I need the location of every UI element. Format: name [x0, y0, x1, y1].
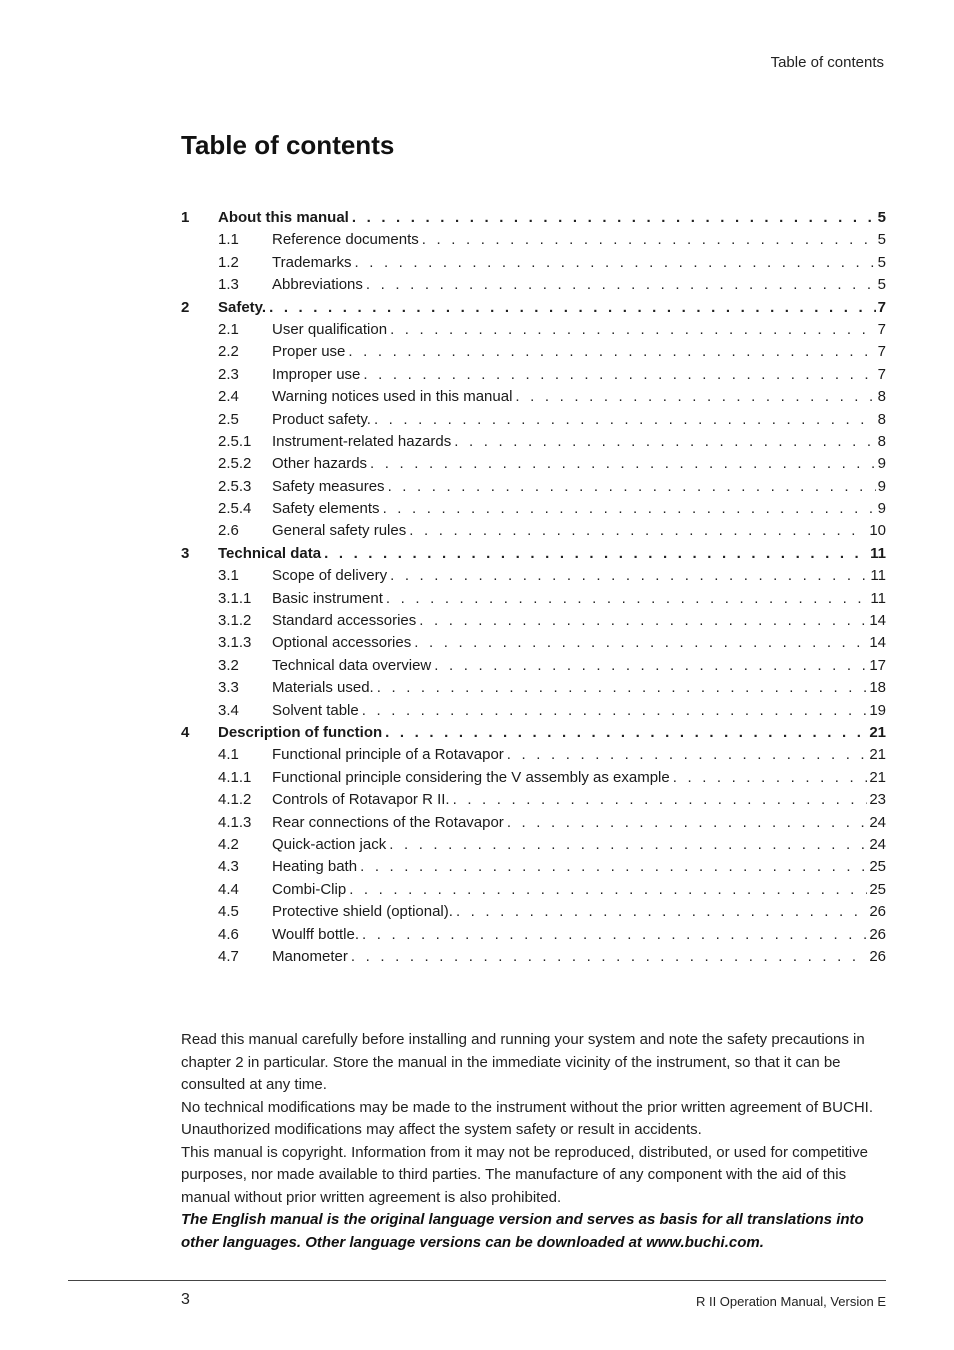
toc-entry-page: 24 [869, 813, 886, 831]
toc-entry-title: Materials used. [272, 679, 374, 697]
toc-entry-title: Safety measures [272, 477, 385, 495]
toc-entry-page: 18 [869, 679, 886, 697]
toc-dot-leader [450, 789, 868, 811]
toc-entry-page: 7 [877, 365, 886, 383]
toc-dot-leader [359, 924, 867, 946]
toc-entry-title: Optional accessories [272, 634, 412, 652]
toc-entry-title: Warning notices used in this manual [272, 388, 513, 406]
toc-entry-number: 2.5 [218, 410, 239, 428]
toc-dot-leader [374, 677, 868, 699]
toc-entry-page: 5 [877, 276, 886, 294]
toc-dot-leader [367, 453, 876, 475]
toc-entry [181, 946, 886, 968]
toc-entry-number: 2.2 [218, 343, 239, 361]
toc-entry [181, 341, 886, 363]
toc-entry-title: Scope of delivery [272, 567, 388, 585]
toc-entry-title: Trademarks [272, 253, 352, 271]
toc-entry-number: 3 [181, 544, 190, 562]
toc-entry-page: 9 [877, 500, 886, 518]
toc-entry [181, 498, 886, 520]
toc-entry [181, 632, 886, 654]
intro-paragraph: No technical modifications may be made to the instrument without the prior written agreement of BUCHI. Unauthorized modifications may affect the system safety or result in accidents. [181, 1098, 873, 1138]
toc-entry [181, 924, 886, 946]
toc-entry-number: 2.3 [218, 365, 239, 383]
toc-entry [181, 431, 886, 453]
toc-entry-number: 3.1.3 [218, 634, 252, 652]
toc-dot-leader [453, 901, 867, 923]
toc-entry-title: Reference documents [272, 231, 419, 249]
toc-entry-number: 4.2 [218, 835, 239, 853]
toc-entry-page: 8 [877, 432, 886, 450]
toc-entry [181, 364, 886, 386]
toc-entry [181, 297, 886, 319]
toc-entry-number: 1.2 [218, 253, 239, 271]
toc-entry-title: User qualification [272, 320, 388, 338]
toc-entry-number: 1 [181, 209, 190, 226]
toc-entry-page: 14 [869, 634, 886, 652]
toc-entry-page: 7 [877, 343, 886, 361]
toc-dot-leader [512, 386, 875, 408]
intro-text [181, 1029, 891, 1254]
toc-entry [181, 610, 886, 632]
toc-entry-title: Technical data overview [272, 656, 432, 674]
toc-entry-number: 4.3 [218, 858, 239, 876]
toc-entry-number: 2.6 [218, 522, 239, 540]
toc-entry-number: 4.7 [218, 947, 239, 965]
toc-entry-title: Technical data [218, 544, 322, 562]
toc-entry-page: 26 [869, 947, 886, 965]
toc-entry [181, 812, 886, 834]
toc-entry-number: 3.1.2 [218, 612, 252, 630]
toc-entry [181, 744, 886, 766]
toc-entry-page: 5 [877, 209, 886, 226]
toc-entry [181, 229, 886, 251]
toc-entry-title: Description of function [218, 723, 383, 741]
toc-entry-title: Rear connections of the Rotavapor [272, 813, 504, 831]
toc-dot-leader [387, 565, 868, 587]
toc-entry [181, 588, 886, 610]
toc-entry-page: 10 [869, 522, 886, 540]
toc-entry-title: Other hazards [272, 455, 368, 473]
toc-entry-page: 11 [870, 589, 886, 607]
toc-entry-number: 3.4 [218, 701, 239, 719]
toc-entry-number: 2 [181, 298, 190, 316]
toc-entry-title: Product safety. [272, 410, 371, 428]
toc-entry [181, 252, 886, 274]
toc-dot-leader [386, 834, 867, 856]
toc-dot-leader [504, 744, 868, 766]
toc-entry-number: 4.1.2 [218, 791, 252, 809]
toc-entry-title: Protective shield (optional). [272, 903, 453, 921]
toc-dot-leader [411, 632, 867, 654]
table-of-contents [181, 207, 886, 968]
toc-entry-page: 11 [870, 544, 886, 562]
toc-dot-leader [363, 274, 876, 296]
toc-entry-title: Safety. [218, 298, 267, 316]
toc-entry [181, 677, 886, 699]
toc-entry-number: 4.1.3 [218, 813, 252, 831]
toc-entry-number: 3.3 [218, 679, 239, 697]
toc-entry-page: 5 [877, 231, 886, 249]
toc-entry-number: 4.6 [218, 925, 239, 943]
toc-entry-page: 7 [877, 298, 886, 316]
toc-entry-page: 5 [877, 253, 886, 271]
toc-entry-number: 2.5.3 [218, 477, 252, 495]
toc-entry-page: 25 [869, 880, 886, 898]
toc-entry-title: About this manual [218, 209, 349, 226]
toc-entry-page: 9 [877, 477, 886, 495]
toc-entry-page: 11 [870, 567, 886, 585]
running-header: Table of contents [770, 54, 884, 71]
toc-dot-leader [670, 767, 868, 789]
document-title: R II Operation Manual, Version E [695, 1294, 886, 1309]
toc-entry-page: 21 [869, 768, 886, 786]
toc-entry-title: Functional principle of a Rotavapor [272, 746, 504, 764]
toc-dot-leader [348, 946, 867, 968]
toc-entry-page: 21 [869, 746, 886, 764]
toc-dot-leader [359, 700, 868, 722]
toc-entry [181, 767, 886, 789]
toc-dot-leader [360, 364, 875, 386]
toc-entry-title: Abbreviations [272, 276, 363, 294]
toc-dot-leader [371, 409, 876, 431]
toc-dot-leader [504, 812, 868, 834]
toc-entry-title: Manometer [272, 947, 348, 965]
toc-entry-page: 8 [877, 410, 886, 428]
page-title: Table of contents [181, 130, 395, 160]
toc-entry-title: General safety rules [272, 522, 407, 540]
toc-dot-leader [416, 610, 867, 632]
toc-entry [181, 274, 886, 296]
toc-dot-leader [451, 431, 875, 453]
toc-dot-leader [387, 319, 876, 341]
toc-entry-page: 7 [877, 320, 886, 338]
toc-entry-page: 17 [869, 656, 886, 674]
toc-entry-title: Functional principle considering the V assembly as example [272, 768, 670, 786]
toc-entry [181, 386, 886, 408]
toc-entry-page: 23 [869, 791, 886, 809]
toc-dot-leader [349, 207, 876, 229]
toc-entry [181, 207, 886, 229]
intro-paragraph: Read this manual carefully before installing and running your system and note the safety precautions in chapter 2 in particular. Store the manual in the immediate vicinity of the instrument, so that it can be consulted at any time. [181, 1031, 865, 1093]
toc-entry [181, 319, 886, 341]
toc-dot-leader [351, 252, 875, 274]
toc-entry [181, 655, 886, 677]
toc-entry-page: 26 [869, 925, 886, 943]
toc-entry [181, 722, 886, 744]
toc-dot-leader [345, 341, 875, 363]
toc-entry-page: 25 [869, 858, 886, 876]
toc-entry-title: Proper use [272, 343, 346, 361]
toc-entry-title: Safety elements [272, 500, 380, 518]
toc-entry-title: Standard accessories [272, 612, 417, 630]
toc-entry-number: 4.5 [218, 903, 239, 921]
toc-dot-leader [383, 588, 869, 610]
toc-entry-number: 4.1.1 [218, 768, 252, 786]
toc-entry-title: Combi-Clip [272, 880, 347, 898]
toc-entry [181, 520, 886, 542]
footer-divider [68, 1280, 886, 1281]
toc-entry-page: 19 [869, 701, 886, 719]
toc-entry-number: 1.3 [218, 276, 239, 294]
toc-dot-leader [266, 297, 876, 319]
toc-entry-page: 24 [869, 835, 886, 853]
toc-entry-number: 4.4 [218, 880, 239, 898]
toc-entry [181, 700, 886, 722]
toc-entry-number: 2.4 [218, 388, 239, 406]
toc-entry-number: 3.1 [218, 567, 239, 585]
toc-entry-number: 4.1 [218, 746, 239, 764]
toc-dot-leader [382, 722, 867, 744]
toc-entry [181, 856, 886, 878]
toc-dot-leader [406, 520, 867, 542]
toc-entry [181, 476, 886, 498]
toc-entry-page: 21 [869, 723, 886, 741]
toc-entry [181, 453, 886, 475]
toc-entry-title: Solvent table [272, 701, 359, 719]
toc-entry-title: Controls of Rotavapor R II. [272, 791, 450, 809]
toc-entry-number: 2.1 [218, 320, 239, 338]
toc-dot-leader [385, 476, 876, 498]
toc-entry [181, 879, 886, 901]
toc-entry-title: Improper use [272, 365, 361, 383]
toc-entry-number: 1.1 [218, 231, 239, 249]
toc-entry [181, 901, 886, 923]
toc-entry-page: 14 [869, 612, 886, 630]
toc-entry-number: 2.5.2 [218, 455, 252, 473]
toc-entry-number: 2.5.4 [218, 500, 252, 518]
toc-entry-title: Basic instrument [272, 589, 383, 607]
toc-entry [181, 409, 886, 431]
toc-entry-number: 4 [181, 723, 190, 741]
toc-entry-title: Heating bath [272, 858, 358, 876]
toc-entry-page: 9 [877, 455, 886, 473]
toc-entry-page: 8 [877, 388, 886, 406]
toc-dot-leader [346, 879, 867, 901]
toc-dot-leader [380, 498, 876, 520]
toc-dot-leader [321, 543, 868, 565]
toc-entry-page: 26 [869, 903, 886, 921]
toc-entry [181, 543, 886, 565]
toc-entry-title: Woulff bottle. [272, 925, 359, 943]
language-notice: The English manual is the original language version and serves as basis for all translations into other languages. Other language versions can be downloaded at www.buchi.com. [181, 1211, 864, 1251]
toc-entry [181, 565, 886, 587]
toc-entry-title: Instrument-related hazards [272, 432, 452, 450]
toc-entry-number: 3.2 [218, 656, 239, 674]
toc-dot-leader [357, 856, 867, 878]
toc-entry-number: 2.5.1 [218, 432, 252, 450]
toc-entry-title: Quick-action jack [272, 835, 387, 853]
page-number: 3 [181, 1291, 190, 1308]
toc-entry [181, 789, 886, 811]
toc-entry-number: 3.1.1 [218, 589, 252, 607]
toc-dot-leader [419, 229, 876, 251]
intro-paragraph: This manual is copyright. Information from it may not be reproduced, distributed, or used for competitive purposes, nor made available to third parties. The manufacture of any component with the aid of this manual without prior written agreement is also prohibited. [181, 1143, 868, 1206]
toc-entry [181, 834, 886, 856]
toc-dot-leader [431, 655, 867, 677]
